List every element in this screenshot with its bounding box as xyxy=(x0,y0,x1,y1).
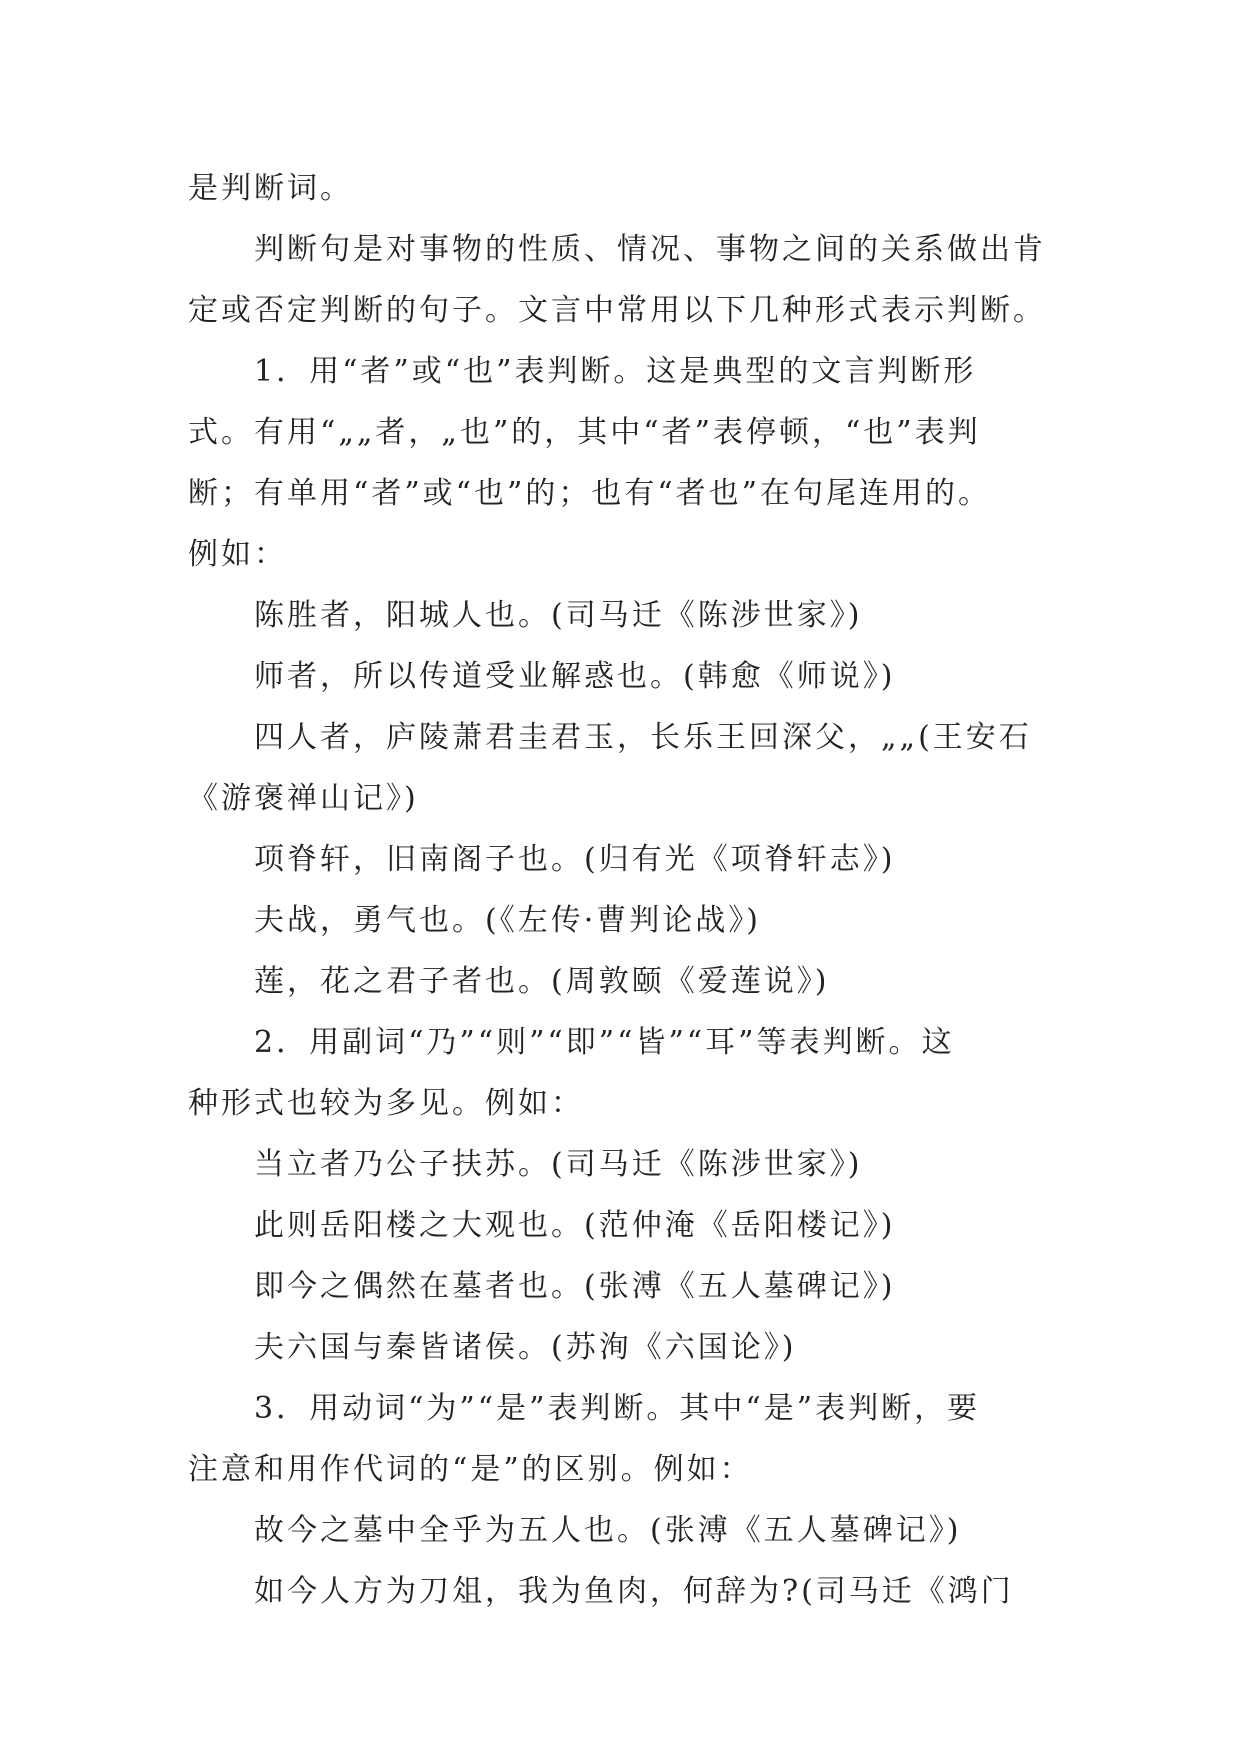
text-line: 师者，所以传道受业解惑也。(韩愈《师说》) xyxy=(254,659,896,694)
text-line: 判断句是对事物的性质、情况、事物之间的关系做出肯 xyxy=(254,232,1046,267)
text-line: 此则岳阳楼之大观也。(范仲淹《岳阳楼记》) xyxy=(254,1208,896,1243)
text-line: 四人者，庐陵萧君圭君玉，长乐王回深父，„„(王安石 xyxy=(254,720,1032,755)
text-line: 即今之偶然在墓者也。(张溥《五人墓碑记》) xyxy=(254,1269,896,1304)
text-line: 如今人方为刀俎，我为鱼肉，何辞为?(司马迁《鸿门 xyxy=(254,1574,1014,1609)
text-line: 定或否定判断的句子。文言中常用以下几种形式表示判断。 xyxy=(188,293,1046,328)
text-line: 1．用“者”或“也”表判断。这是典型的文言判断形 xyxy=(254,354,977,389)
text-line: 莲，花之君子者也。(周敦颐《爱莲说》) xyxy=(254,964,830,999)
text-line: 式。有用“„„者，„也”的，其中“者”表停顿，“也”表判 xyxy=(188,415,981,450)
text-line: 是判断词。 xyxy=(188,171,353,206)
text-line: 注意和用作代词的“是”的区别。例如： xyxy=(188,1452,753,1487)
text-line: 2．用副词“乃”“则”“即”“皆”“耳”等表判断。这 xyxy=(254,1025,955,1060)
text-line: 夫六国与秦皆诸侯。(苏洵《六国论》) xyxy=(254,1330,797,1365)
text-line: 当立者乃公子扶苏。(司马迁《陈涉世家》) xyxy=(254,1147,863,1182)
text-line: 例如： xyxy=(188,537,287,572)
text-line: 3．用动词“为”“是”表判断。其中“是”表判断，要 xyxy=(254,1391,981,1426)
document-body xyxy=(188,158,1068,1622)
text-line: 《游褒禅山记》) xyxy=(188,781,419,816)
text-line: 夫战，勇气也。(《左传·曹判论战》) xyxy=(254,903,761,938)
text-line: 项脊轩，旧南阁子也。(归有光《项脊轩志》) xyxy=(254,842,896,877)
text-line: 种形式也较为多见。例如： xyxy=(188,1086,584,1121)
text-line: 故今之墓中全乎为五人也。(张溥《五人墓碑记》) xyxy=(254,1513,962,1548)
text-line: 断；有单用“者”或“也”的；也有“者也”在句尾连用的。 xyxy=(188,476,992,511)
text-line: 陈胜者，阳城人也。(司马迁《陈涉世家》) xyxy=(254,598,863,633)
